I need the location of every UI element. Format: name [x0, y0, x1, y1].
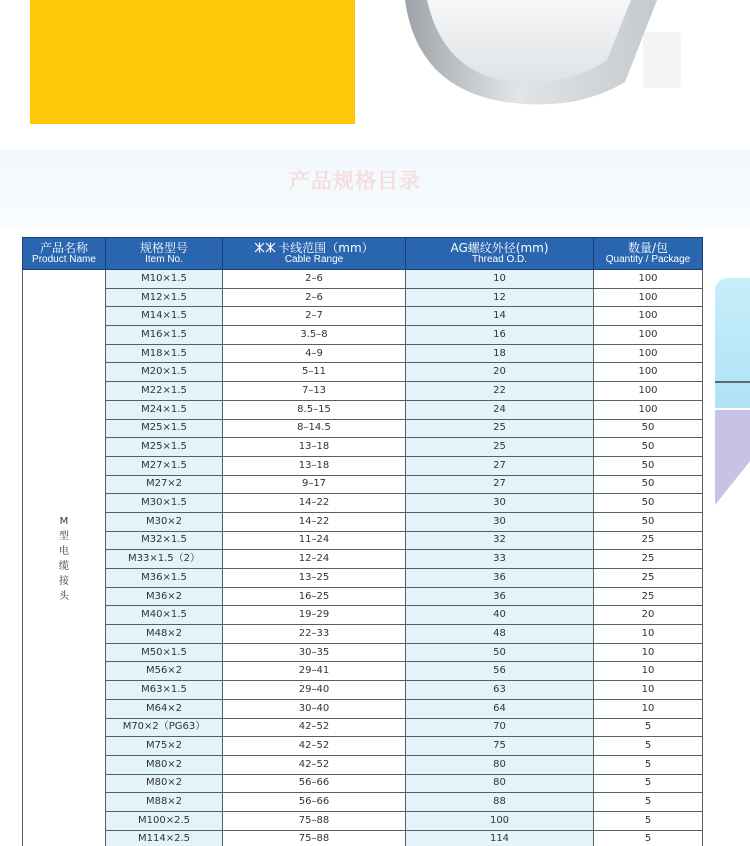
table-row	[23, 494, 703, 513]
cable-range-cell: 13–25	[223, 569, 406, 588]
item-no-cell: M20×1.5	[106, 363, 223, 382]
table-row	[23, 643, 703, 662]
thread-od-cell: 36	[406, 569, 594, 588]
quantity-cell: 100	[594, 270, 703, 289]
quantity-cell: 25	[594, 587, 703, 606]
item-no-cell: M10×1.5	[106, 270, 223, 289]
header-item-no: 规格型号 Item No.	[106, 238, 223, 270]
thread-od-cell: 16	[406, 326, 594, 345]
table-row	[23, 270, 703, 289]
table-row	[23, 625, 703, 644]
quantity-cell: 5	[594, 830, 703, 846]
thread-od-cell: 12	[406, 288, 594, 307]
cable-range-cell: 3.5–8	[223, 326, 406, 345]
item-no-cell: M25×1.5	[106, 438, 223, 457]
thread-od-cell: 27	[406, 456, 594, 475]
quantity-cell: 25	[594, 569, 703, 588]
thread-od-cell: 30	[406, 494, 594, 513]
side-tab-purple[interactable]	[715, 410, 750, 505]
spec-table	[22, 237, 703, 846]
yellow-color-swatch	[30, 0, 355, 124]
quantity-cell: 100	[594, 400, 703, 419]
item-no-cell: M27×1.5	[106, 456, 223, 475]
item-no-cell: M25×1.5	[106, 419, 223, 438]
thread-od-cell: 114	[406, 830, 594, 846]
table-row	[23, 606, 703, 625]
item-no-cell: M14×1.5	[106, 307, 223, 326]
item-no-cell: M64×2	[106, 699, 223, 718]
item-no-cell: M70×2（PG63）	[106, 718, 223, 737]
product-banner	[0, 0, 750, 150]
item-no-cell: M22×1.5	[106, 382, 223, 401]
table-row	[23, 456, 703, 475]
cable-range-cell: 2–7	[223, 307, 406, 326]
cable-range-cell: 56–66	[223, 793, 406, 812]
cable-range-cell: 8–14.5	[223, 419, 406, 438]
thread-od-cell: 18	[406, 344, 594, 363]
cable-range-cell: 2–6	[223, 270, 406, 289]
thread-od-cell: 27	[406, 475, 594, 494]
item-no-cell: M32×1.5	[106, 531, 223, 550]
cable-range-cell: 75–88	[223, 811, 406, 830]
quantity-cell: 100	[594, 288, 703, 307]
item-no-cell: M56×2	[106, 662, 223, 681]
table-row	[23, 662, 703, 681]
quantity-cell: 100	[594, 344, 703, 363]
side-tab-blue[interactable]	[715, 278, 750, 408]
thread-od-cell: 36	[406, 587, 594, 606]
cable-range-cell: 22–33	[223, 625, 406, 644]
cable-range-cell: 19–29	[223, 606, 406, 625]
quantity-cell: 100	[594, 382, 703, 401]
item-no-cell: M12×1.5	[106, 288, 223, 307]
quantity-cell: 5	[594, 718, 703, 737]
quantity-cell: 25	[594, 550, 703, 569]
table-row	[23, 288, 703, 307]
item-no-cell: M48×2	[106, 625, 223, 644]
table-row	[23, 755, 703, 774]
cable-range-cell: 5–11	[223, 363, 406, 382]
quantity-cell: 50	[594, 456, 703, 475]
cable-range-cell: 2–6	[223, 288, 406, 307]
thread-od-cell: 40	[406, 606, 594, 625]
quantity-cell: 5	[594, 811, 703, 830]
cable-range-cell: 13–18	[223, 438, 406, 457]
cable-range-cell: 11–24	[223, 531, 406, 550]
cable-range-cell: 29–41	[223, 662, 406, 681]
header-product-name: 产品名称 Product Name	[23, 238, 106, 270]
table-header-row	[23, 238, 703, 270]
side-tab-divider	[715, 381, 750, 383]
thread-od-cell: 80	[406, 755, 594, 774]
quantity-cell: 10	[594, 643, 703, 662]
cable-range-cell: 56–66	[223, 774, 406, 793]
table-row	[23, 793, 703, 812]
quantity-cell: 100	[594, 363, 703, 382]
table-row	[23, 774, 703, 793]
thread-od-cell: 63	[406, 681, 594, 700]
table-row	[23, 830, 703, 846]
thread-od-cell: 56	[406, 662, 594, 681]
table-row	[23, 550, 703, 569]
item-no-cell: M40×1.5	[106, 606, 223, 625]
cable-range-cell: 42–52	[223, 737, 406, 756]
thread-od-cell: 20	[406, 363, 594, 382]
section-title: 产品规格目录	[289, 169, 421, 193]
cable-range-cell: 8.5–15	[223, 400, 406, 419]
item-no-cell: M36×1.5	[106, 569, 223, 588]
item-no-cell: M75×2	[106, 737, 223, 756]
item-no-cell: M30×1.5	[106, 494, 223, 513]
cable-gland-photo	[395, 0, 695, 105]
table-row	[23, 438, 703, 457]
table-row	[23, 811, 703, 830]
quantity-cell: 5	[594, 793, 703, 812]
quantity-cell: 10	[594, 625, 703, 644]
cable-range-cell: 29–40	[223, 681, 406, 700]
table-row	[23, 737, 703, 756]
header-thread-od: AG螺纹外径(mm) Thread O.D.	[406, 238, 594, 270]
thread-od-cell: 25	[406, 419, 594, 438]
quantity-cell: 25	[594, 531, 703, 550]
header-cable-range: 卡线范围（mm） Cable Range	[223, 238, 406, 270]
quantity-cell: 5	[594, 755, 703, 774]
quantity-cell: 50	[594, 419, 703, 438]
product-name-text: M型电缆接头	[59, 516, 69, 603]
cable-range-cell: 42–52	[223, 718, 406, 737]
item-no-cell: M18×1.5	[106, 344, 223, 363]
thread-od-cell: 32	[406, 531, 594, 550]
quantity-cell: 100	[594, 326, 703, 345]
thread-od-cell: 22	[406, 382, 594, 401]
quantity-cell: 100	[594, 307, 703, 326]
thread-od-cell: 30	[406, 512, 594, 531]
cable-range-cell: 9–17	[223, 475, 406, 494]
table-row	[23, 587, 703, 606]
thread-od-cell: 80	[406, 774, 594, 793]
quantity-cell: 50	[594, 512, 703, 531]
item-no-cell: M80×2	[106, 774, 223, 793]
thread-od-cell: 100	[406, 811, 594, 830]
table-row	[23, 363, 703, 382]
quantity-cell: 50	[594, 475, 703, 494]
table-row	[23, 382, 703, 401]
item-no-cell: M33×1.5（2）	[106, 550, 223, 569]
quantity-cell: 5	[594, 737, 703, 756]
thread-od-cell: 70	[406, 718, 594, 737]
thread-od-cell: 88	[406, 793, 594, 812]
cable-range-cell: 16–25	[223, 587, 406, 606]
item-no-cell: M36×2	[106, 587, 223, 606]
item-no-cell: M100×2.5	[106, 811, 223, 830]
item-no-cell: M88×2	[106, 793, 223, 812]
quantity-cell: 50	[594, 494, 703, 513]
table-row	[23, 718, 703, 737]
table-row	[23, 681, 703, 700]
quantity-cell: 20	[594, 606, 703, 625]
thread-od-cell: 48	[406, 625, 594, 644]
table-row	[23, 419, 703, 438]
table-row	[23, 344, 703, 363]
thread-od-cell: 64	[406, 699, 594, 718]
header-quantity: 数量/包 Quantity / Package	[594, 238, 703, 270]
table-row	[23, 512, 703, 531]
cable-range-cell: 30–35	[223, 643, 406, 662]
cable-range-cell: 12–24	[223, 550, 406, 569]
thread-od-cell: 10	[406, 270, 594, 289]
table-row	[23, 531, 703, 550]
cable-range-cell: 14–22	[223, 512, 406, 531]
item-no-cell: M24×1.5	[106, 400, 223, 419]
table-row	[23, 569, 703, 588]
quantity-cell: 10	[594, 699, 703, 718]
table-row	[23, 326, 703, 345]
thread-od-cell: 33	[406, 550, 594, 569]
cable-range-cell: 14–22	[223, 494, 406, 513]
quantity-cell: 5	[594, 774, 703, 793]
table-row	[23, 699, 703, 718]
product-name-cell	[23, 270, 106, 846]
item-no-cell: M63×1.5	[106, 681, 223, 700]
cable-range-cell: 42–52	[223, 755, 406, 774]
item-no-cell: M27×2	[106, 475, 223, 494]
cable-range-cell: 4–9	[223, 344, 406, 363]
item-no-cell: M50×1.5	[106, 643, 223, 662]
cable-range-cell: 30–40	[223, 699, 406, 718]
cable-range-cell: 13–18	[223, 456, 406, 475]
item-no-cell: M80×2	[106, 755, 223, 774]
item-no-cell: M114×2.5	[106, 830, 223, 846]
table-row	[23, 475, 703, 494]
quantity-cell: 10	[594, 681, 703, 700]
table-row	[23, 400, 703, 419]
thread-od-cell: 75	[406, 737, 594, 756]
thread-od-cell: 14	[406, 307, 594, 326]
cable-range-cell: 7–13	[223, 382, 406, 401]
item-no-cell: M16×1.5	[106, 326, 223, 345]
quantity-cell: 50	[594, 438, 703, 457]
thread-od-cell: 24	[406, 400, 594, 419]
cable-icon	[254, 242, 276, 253]
table-row	[23, 307, 703, 326]
thread-od-cell: 25	[406, 438, 594, 457]
cable-range-cell: 75–88	[223, 830, 406, 846]
quantity-cell: 10	[594, 662, 703, 681]
thread-od-cell: 50	[406, 643, 594, 662]
item-no-cell: M30×2	[106, 512, 223, 531]
